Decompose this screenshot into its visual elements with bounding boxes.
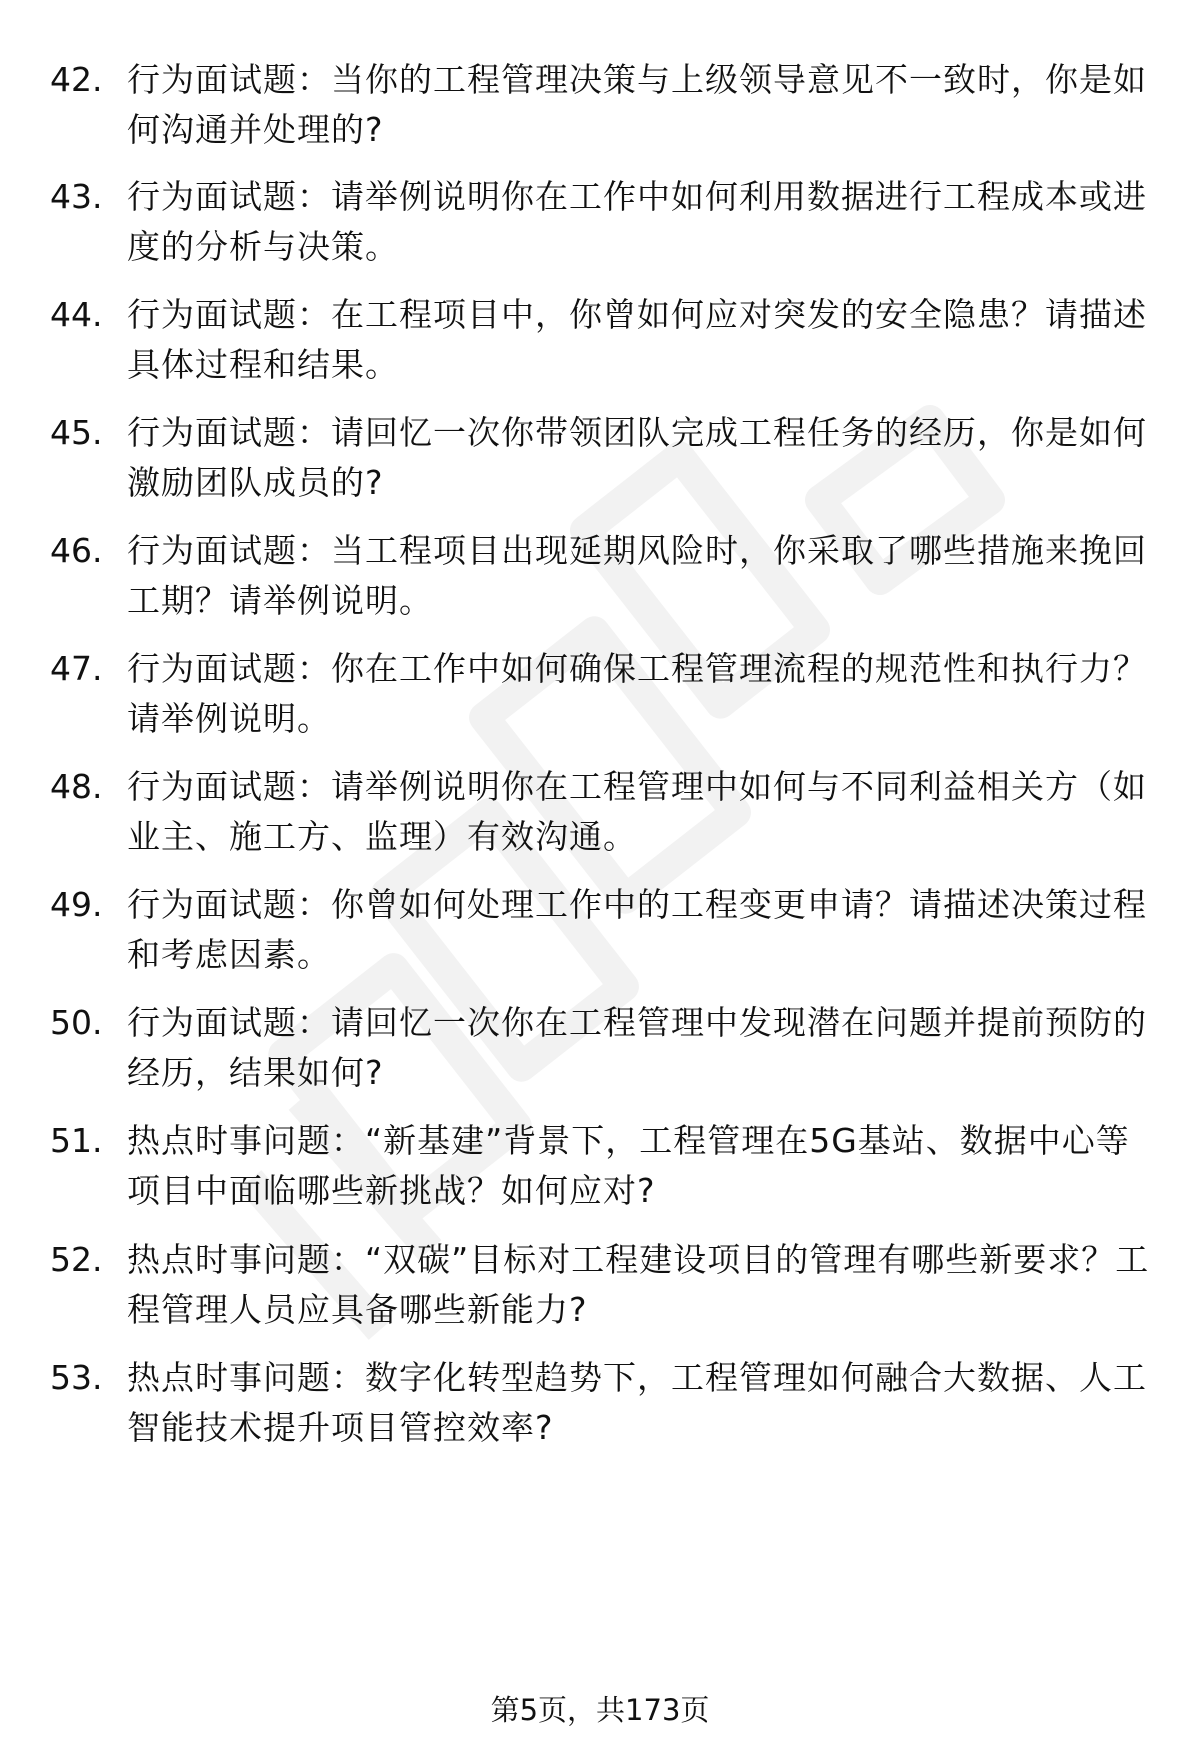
question-item [50,55,1160,155]
question-text: 行为面试题：你曾如何处理工作中的工程变更申请？请描述决策过程和考虑因素。 [127,885,1147,974]
question-item [50,290,1160,390]
question-text: 热点时事问题：数字化转型趋势下，工程管理如何融合大数据、人工智能技术提升项目管控效率? [127,1358,1147,1447]
question-number: 43. [50,177,103,216]
question-text: 热点时事问题：“双碳”目标对工程建设项目的管理有哪些新要求？工程管理人员应具备哪些新能力? [127,1240,1150,1329]
question-text: 行为面试题：当工程项目出现延期风险时，你采取了哪些措施来挽回工期？请举例说明。 [127,531,1147,620]
question-item [50,172,1160,272]
page-footer [0,1690,1200,1730]
question-number: 44. [50,295,103,334]
question-number: 50. [50,1003,103,1042]
question-text: 行为面试题：请回忆一次你在工程管理中发现潜在问题并提前预防的经历，结果如何? [127,1003,1147,1092]
question-item [50,408,1160,508]
question-text: 行为面试题：你在工作中如何确保工程管理流程的规范性和执行力？请举例说明。 [127,649,1147,738]
question-number: 53. [50,1358,103,1397]
question-item [50,644,1160,744]
question-number: 47. [50,649,103,688]
question-item [50,1235,1160,1335]
question-number: 48. [50,767,103,806]
question-text: 行为面试题：请举例说明你在工作中如何利用数据进行工程成本或进度的分析与决策。 [127,177,1147,266]
question-number: 42. [50,60,103,99]
question-item [50,1353,1160,1453]
question-item [50,998,1160,1098]
question-number: 45. [50,413,103,452]
question-text: 行为面试题：当你的工程管理决策与上级领导意见不一致时，你是如何沟通并处理的? [127,60,1147,149]
question-text: 行为面试题：请举例说明你在工程管理中如何与不同利益相关方（如业主、施工方、监理）有效沟通。 [127,767,1147,856]
question-item [50,880,1160,980]
question-item [50,1116,1160,1216]
page-number-label: 第5页，共173页 [490,1693,710,1727]
question-item [50,762,1160,862]
question-number: 49. [50,885,103,924]
question-text: 热点时事问题：“新基建”背景下，工程管理在5G基站、数据中心等项目中面临哪些新挑战？如何应对? [127,1121,1130,1210]
question-number: 51. [50,1121,103,1160]
question-text: 行为面试题：请回忆一次你带领团队完成工程任务的经历，你是如何激励团队成员的? [127,413,1147,502]
question-number: 46. [50,531,103,570]
question-text: 行为面试题：在工程项目中，你曾如何应对突发的安全隐患？请描述具体过程和结果。 [127,295,1147,384]
question-number: 52. [50,1240,103,1279]
question-item [50,526,1160,626]
